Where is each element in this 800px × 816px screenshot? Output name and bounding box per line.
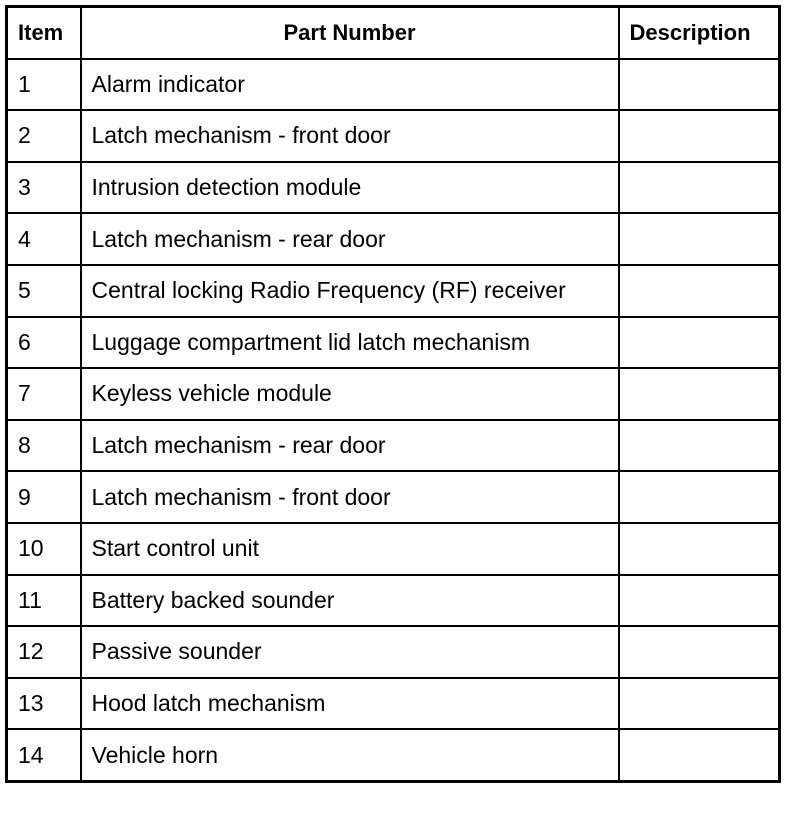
- description-cell: [619, 626, 780, 678]
- item-cell: 14: [7, 729, 81, 781]
- description-cell: [619, 471, 780, 523]
- part-number-cell: Hood latch mechanism: [81, 678, 619, 730]
- item-cell: 7: [7, 368, 81, 420]
- item-cell: 8: [7, 420, 81, 472]
- description-cell: [619, 317, 780, 369]
- description-cell: [619, 368, 780, 420]
- table-row: [7, 523, 780, 575]
- part-number-cell: Latch mechanism - rear door: [81, 213, 619, 265]
- item-cell: 12: [7, 626, 81, 678]
- description-cell: [619, 110, 780, 162]
- item-cell: 5: [7, 265, 81, 317]
- table-body: [7, 59, 780, 782]
- item-cell: 13: [7, 678, 81, 730]
- header-row: [7, 7, 780, 59]
- table-row: [7, 471, 780, 523]
- header-description: Description: [619, 7, 780, 59]
- description-cell: [619, 162, 780, 214]
- table-row: [7, 420, 780, 472]
- table-row: [7, 213, 780, 265]
- description-cell: [619, 523, 780, 575]
- item-cell: 2: [7, 110, 81, 162]
- description-cell: [619, 265, 780, 317]
- description-cell: [619, 575, 780, 627]
- table-row: [7, 59, 780, 111]
- part-number-cell: Keyless vehicle module: [81, 368, 619, 420]
- part-number-cell: Luggage compartment lid latch mechanism: [81, 317, 619, 369]
- table-row: [7, 368, 780, 420]
- table-row: [7, 162, 780, 214]
- table-row: [7, 110, 780, 162]
- item-cell: 11: [7, 575, 81, 627]
- item-cell: 10: [7, 523, 81, 575]
- part-number-cell: Start control unit: [81, 523, 619, 575]
- item-cell: 3: [7, 162, 81, 214]
- table-row: [7, 729, 780, 781]
- description-cell: [619, 59, 780, 111]
- part-number-cell: Alarm indicator: [81, 59, 619, 111]
- part-number-cell: Battery backed sounder: [81, 575, 619, 627]
- description-cell: [619, 729, 780, 781]
- item-cell: 9: [7, 471, 81, 523]
- part-number-cell: Intrusion detection module: [81, 162, 619, 214]
- part-number-cell: Vehicle horn: [81, 729, 619, 781]
- header-item: Item: [7, 7, 81, 59]
- description-cell: [619, 420, 780, 472]
- header-part-number: Part Number: [81, 7, 619, 59]
- part-number-cell: Latch mechanism - front door: [81, 110, 619, 162]
- table-row: [7, 575, 780, 627]
- parts-table: [5, 5, 781, 783]
- part-number-cell: Central locking Radio Frequency (RF) receiver: [81, 265, 619, 317]
- item-cell: 1: [7, 59, 81, 111]
- part-number-cell: Latch mechanism - front door: [81, 471, 619, 523]
- item-cell: 4: [7, 213, 81, 265]
- part-number-cell: Passive sounder: [81, 626, 619, 678]
- table-row: [7, 317, 780, 369]
- table-row: [7, 678, 780, 730]
- item-cell: 6: [7, 317, 81, 369]
- description-cell: [619, 678, 780, 730]
- table-row: [7, 265, 780, 317]
- part-number-cell: Latch mechanism - rear door: [81, 420, 619, 472]
- table-row: [7, 626, 780, 678]
- description-cell: [619, 213, 780, 265]
